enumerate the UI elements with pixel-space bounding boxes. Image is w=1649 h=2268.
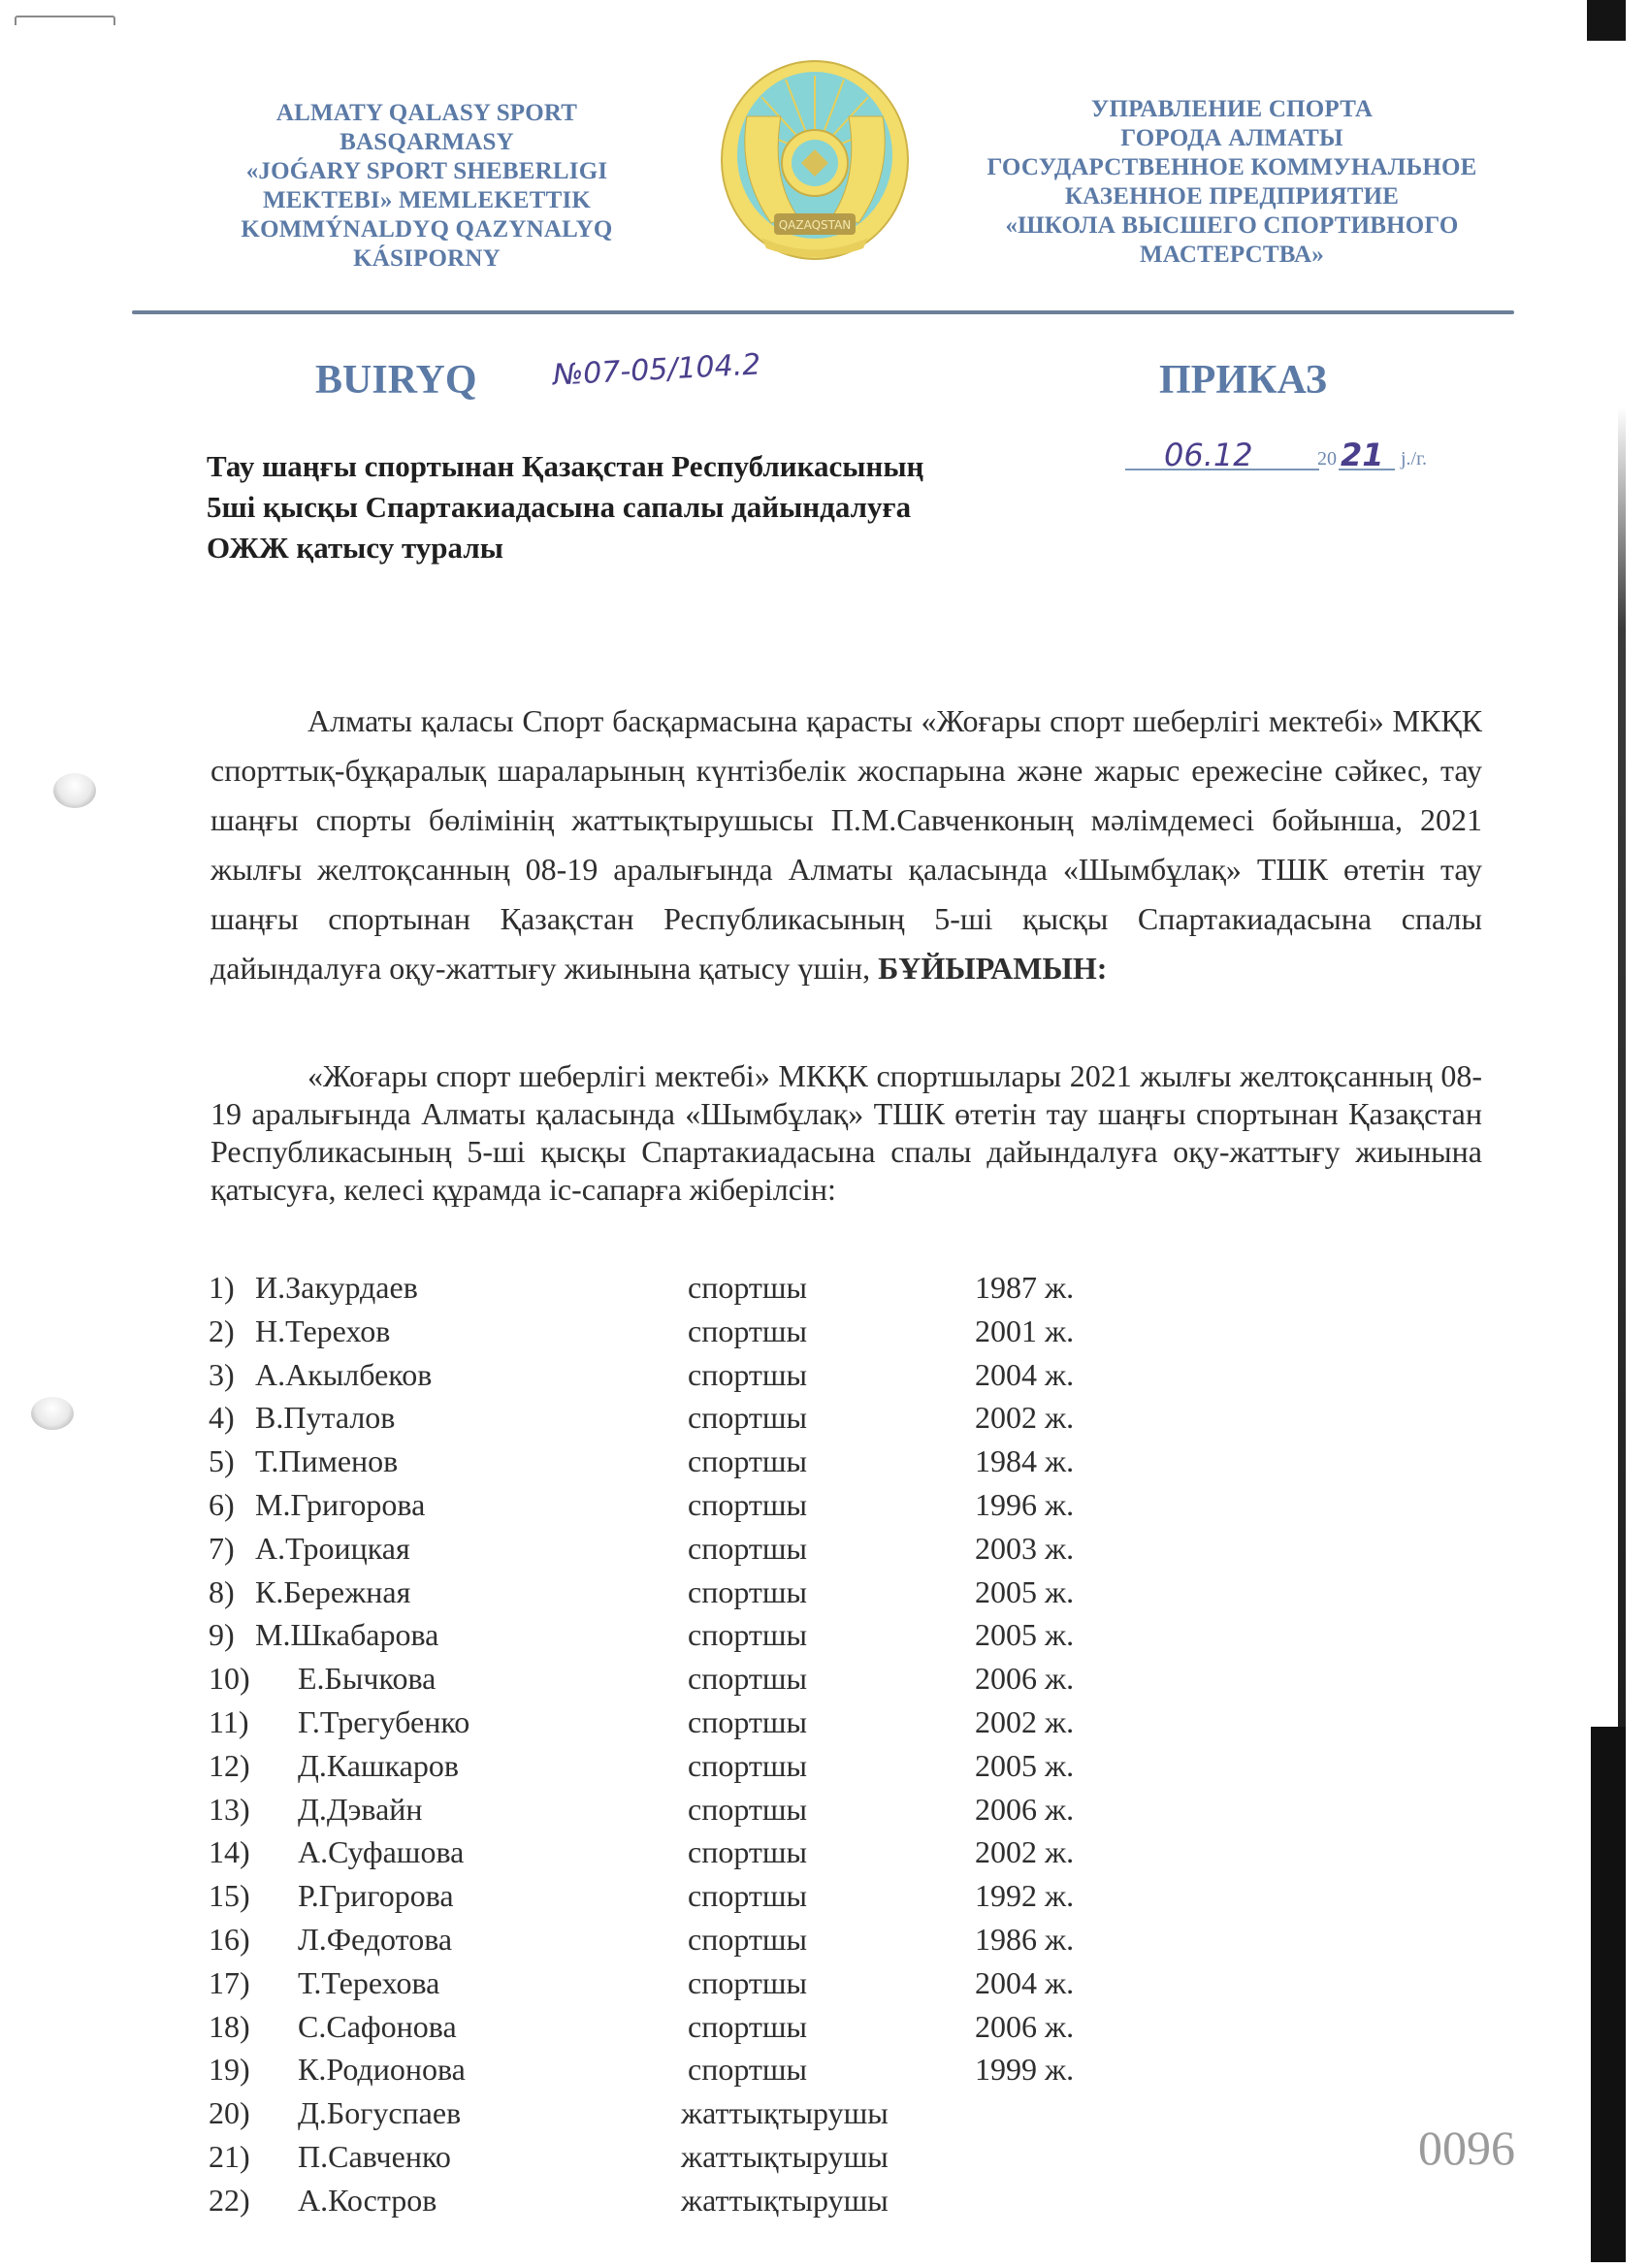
participant-name: К.Бережная (255, 1573, 411, 1609)
participant-name: С.Сафонова (298, 2008, 457, 2044)
participant-birth-year: 1987 ж. (975, 1270, 1075, 1305)
participant-number: 3) (209, 1356, 235, 1392)
state-emblem (718, 58, 912, 262)
participant-number: 9) (209, 1617, 235, 1653)
participant-number: 8) (209, 1573, 235, 1609)
participant-birth-year: 2006 ж. (975, 1791, 1075, 1827)
participant-role: спортшы (688, 1617, 808, 1653)
participant-role: спортшы (688, 1443, 808, 1479)
participant-role: спортшы (688, 1487, 808, 1522)
participant-birth-year: 2003 ж. (975, 1530, 1075, 1566)
punch-hole (31, 1397, 74, 1430)
participant-role: спортшы (688, 2008, 808, 2044)
participant-number: 22) (209, 2182, 250, 2218)
participant-role: спортшы (688, 1834, 808, 1870)
participant-name: Т.Пименов (255, 1443, 399, 1479)
participant-number: 7) (209, 1530, 235, 1566)
participant-number: 16) (209, 1922, 250, 1957)
participant-number: 1) (209, 1270, 235, 1305)
scan-edge-top (1587, 0, 1626, 41)
participant-number: 15) (209, 1878, 250, 1914)
staple-mark (15, 16, 115, 25)
participant-name: И.Закурдаев (255, 1270, 418, 1305)
header-left-line: «JOǴARY SPORT SHEBERLIGI (245, 158, 608, 184)
participant-role: спортшы (688, 1661, 808, 1697)
participant-name: М.Григорова (255, 1487, 426, 1522)
participant-role: спортшы (688, 1704, 808, 1739)
title-line: ОЖЖ қатысу туралы (207, 531, 503, 565)
participant-role: спортшы (688, 1573, 808, 1609)
title-line: Тау шаңғы спортынан Қазақстан Республикасының (207, 449, 924, 483)
participant-role: спортшы (688, 1270, 808, 1305)
participant-number: 19) (209, 2052, 250, 2088)
participant-name: В.Путалов (255, 1400, 396, 1436)
participant-number: 17) (209, 1964, 250, 2000)
header-divider (132, 310, 1514, 314)
participant-name: Д.Дэвайн (298, 1791, 423, 1827)
participant-role: спортшы (688, 2052, 808, 2088)
header-left-org (194, 99, 660, 274)
participant-role: жаттықтырушы (681, 2139, 889, 2174)
participant-name: А.Суфашова (298, 1834, 465, 1870)
participant-role: спортшы (688, 1356, 808, 1392)
title-line: 5ші қысқы Спартакиадасына сапалы дайындалуға (207, 490, 912, 524)
participant-role: спортшы (688, 1747, 808, 1783)
header-right-line: МАСТЕРСТВА» (1140, 242, 1324, 268)
paragraph-1-text: Алматы қаласы Спорт басқармасына қарасты «Жоғары спорт шеберлігі мектебі» МКҚК спорттық-бұқаралық шараларының күнтізбелік жоспарына және жарыс ережесіне сәйкес, тау шаңғы спорты бөлімінің жаттықтырушысы П.М.Савченконың мәлімдемесі бойынша, 2021 жылғы желтоқсанның 08-19 аралығында Алматы қаласында «Шымбұлақ» ТШК өтетін тау шаңғы спортынан Қазақстан Республикасының 5-ші қысқы Спартакиадасына спалы дайындалуға оқу-жаттығу жиынына қатысу үшін, (210, 703, 1482, 986)
body-paragraph-2 (210, 1057, 1482, 1209)
participant-name: Н.Терехов (255, 1312, 391, 1348)
participant-number: 10) (209, 1661, 250, 1697)
participant-number: 2) (209, 1312, 235, 1348)
order-number-handwritten: №07-05/104.2 (552, 347, 762, 393)
date-day-month: 06.12 (1164, 437, 1253, 473)
participant-birth-year: 2002 ж. (975, 1834, 1075, 1870)
participant-number: 18) (209, 2008, 250, 2044)
participant-birth-year: 2005 ж. (975, 1747, 1075, 1783)
participant-birth-year: 2002 ж. (975, 1400, 1075, 1436)
header-left-line: ALMATY QALASY SPORT (275, 100, 578, 126)
participant-name: Д.Богуспаев (298, 2095, 462, 2131)
body-paragraph-1 (210, 697, 1482, 993)
participant-name: Т.Терехова (298, 1964, 440, 2000)
participant-birth-year: 1992 ж. (975, 1878, 1075, 1914)
participant-number: 12) (209, 1747, 250, 1783)
svg-text:QAZAQSTAN: QAZAQSTAN (778, 218, 852, 232)
participant-name: Р.Григорова (298, 1878, 454, 1914)
punch-hole (53, 773, 96, 808)
participant-name: К.Родионова (298, 2052, 466, 2088)
participant-role: спортшы (688, 1791, 808, 1827)
participant-role: спортшы (688, 1400, 808, 1436)
header-right-line: ГОСУДАРСТВЕННОЕ КОММУНАЛЬНОЕ (986, 154, 1477, 180)
participant-name: Д.Кашкаров (298, 1747, 459, 1783)
emblem-icon (718, 58, 912, 262)
participant-birth-year: 1986 ж. (975, 1922, 1075, 1957)
participant-role: жаттықтырушы (681, 2182, 889, 2218)
participant-number: 13) (209, 1791, 250, 1827)
participant-name: М.Шкабарова (255, 1617, 439, 1653)
participant-name: А.Костров (298, 2182, 437, 2218)
header-right-line: «ШКОЛА ВЫСШЕГО СПОРТИВНОГО (1005, 212, 1459, 239)
participant-number: 5) (209, 1443, 235, 1479)
participant-birth-year: 2004 ж. (975, 1356, 1075, 1392)
header-right-line: ГОРОДА АЛМАТЫ (1120, 125, 1343, 151)
order-label-russian: ПРИКАЗ (1159, 358, 1327, 403)
participant-role: жаттықтырушы (681, 2095, 889, 2131)
participant-name: Л.Федотова (298, 1922, 453, 1957)
participant-name: А.Троицкая (255, 1530, 410, 1566)
participant-number: 11) (209, 1704, 249, 1739)
participant-name: П.Савченко (298, 2139, 451, 2174)
participant-birth-year: 1996 ж. (975, 1487, 1075, 1522)
header-left-line: KÁSIPORNY (353, 245, 501, 272)
page-stamp: 0096 (1418, 2121, 1515, 2175)
header-left-line: MEKTEBI» MEMLEKETTIK (262, 187, 592, 213)
participant-birth-year: 2004 ж. (975, 1964, 1075, 2000)
participant-name: Г.Трегубенко (298, 1704, 470, 1739)
header-right-line: УПРАВЛЕНИЕ СПОРТА (1090, 96, 1374, 122)
participant-birth-year: 1999 ж. (975, 2052, 1075, 2088)
participant-number: 14) (209, 1834, 250, 1870)
header-left-line: BASQARMASY (340, 129, 514, 155)
order-keyword: БҰЙЫРАМЫН: (878, 951, 1108, 986)
document-title (207, 446, 1177, 568)
participant-role: спортшы (688, 1878, 808, 1914)
participant-birth-year: 2005 ж. (975, 1617, 1075, 1653)
date-year-suffix: 21 (1341, 437, 1384, 473)
participant-name: Е.Бычкова (298, 1661, 436, 1697)
participant-number: 4) (209, 1400, 235, 1436)
header-right-org (951, 95, 1513, 270)
scan-edge-right-wide (1591, 1727, 1626, 2262)
participant-number: 20) (209, 2095, 250, 2131)
participant-birth-year: 1984 ж. (975, 1443, 1075, 1479)
participant-number: 21) (209, 2139, 250, 2174)
participant-birth-year: 2001 ж. (975, 1312, 1075, 1348)
participant-role: спортшы (688, 1312, 808, 1348)
order-label-kazakh: BUIRYQ (315, 358, 477, 403)
header-left-line: KOMMÝNALDYQ QAZYNALYQ (241, 216, 613, 243)
date-year-unit: j./г. (1401, 448, 1428, 470)
participant-birth-year: 2002 ж. (975, 1704, 1075, 1739)
paragraph-2-text: «Жоғары спорт шеберлігі мектебі» МКҚК спортшылары 2021 жылғы желтоқсанның 08-19 аралығында Алматы қаласында «Шымбұлақ» ТШК өтетін тау шаңғы спортынан Қазақстан Республикасының 5-ші қысқы Спартакиадасына спалы дайындалуға оқу-жаттығу жиынына қатысуға, келесі құрамда іс-сапарға жіберілсін: (210, 1058, 1482, 1207)
participant-name: А.Акылбеков (255, 1356, 433, 1392)
participant-number: 6) (209, 1487, 235, 1522)
participant-birth-year: 2006 ж. (975, 1661, 1075, 1697)
date-year-prefix: 20 (1317, 448, 1337, 470)
participant-role: спортшы (688, 1964, 808, 2000)
participant-role: спортшы (688, 1922, 808, 1957)
participant-birth-year: 2006 ж. (975, 2008, 1075, 2044)
participant-role: спортшы (688, 1530, 808, 1566)
header-right-line: КАЗЕННОЕ ПРЕДПРИЯТИЕ (1064, 183, 1400, 210)
participant-birth-year: 2005 ж. (975, 1573, 1075, 1609)
